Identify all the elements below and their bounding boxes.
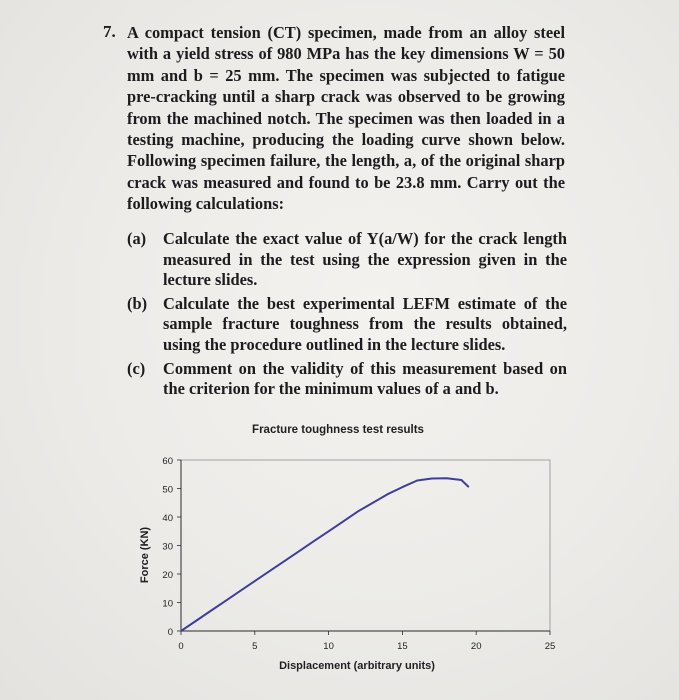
x-tick-label: 25	[544, 641, 556, 652]
y-tick-label: 10	[162, 598, 173, 610]
chart-title: Fracture toughness test results	[252, 424, 424, 436]
x-tick-label: 20	[470, 641, 482, 652]
question-number: 7.	[103, 22, 116, 41]
y-tick-label: 20	[162, 570, 173, 581]
part-a-text: Calculate the exact value of Y(a/W) for the crack length measured in the test using the expression given in the lecture slides.	[163, 229, 567, 290]
question-text: A compact tension (CT) specimen, made from an alloy steel with a yield stress of 980 MPa has the key dimensions W = 50 mm and b = 25 mm. The specimen was subjected to fatigue pre-cracking until a sharp crack was observed to be growing from the machined notch. The specimen was then loaded in a testing machine, producing the loading curve shown below. Following specimen failure, the length, a, of the original sharp crack was measured and found to be 23.8 mm. Carry out the following calculations:	[127, 23, 565, 214]
part-a-label: (a)	[127, 229, 147, 248]
part-b-label: (b)	[127, 293, 148, 313]
plot-frame	[181, 460, 550, 631]
x-tick-label: 10	[323, 641, 334, 652]
x-tick-label: 15	[397, 641, 408, 652]
y-tick-label: 0	[167, 627, 173, 638]
part-b-text: Calculate the best experimental LEFM estimate of the sample fracture toughness from the results obtained, using the procedure outlined in the lecture slides.	[163, 293, 567, 354]
x-axis-label: Displacement (arbitrary units)	[279, 660, 435, 672]
chart-axes	[181, 460, 550, 631]
x-tick-label: 5	[252, 641, 258, 652]
x-tick-label: 0	[178, 641, 184, 652]
y-tick-label: 60	[162, 456, 173, 467]
chart-series	[181, 478, 469, 631]
part-c-text: Comment on the validity of this measurement based on the criterion for the minimum values of a and b.	[163, 358, 567, 399]
part-c-label: (c)	[127, 358, 146, 378]
y-tick-label: 50	[162, 484, 173, 496]
chart-ticks	[162, 456, 555, 652]
y-tick-label: 30	[162, 541, 173, 553]
y-axis-label: Force (KN)	[139, 526, 151, 584]
series-line-0	[181, 478, 469, 631]
y-tick-label: 40	[162, 513, 173, 524]
